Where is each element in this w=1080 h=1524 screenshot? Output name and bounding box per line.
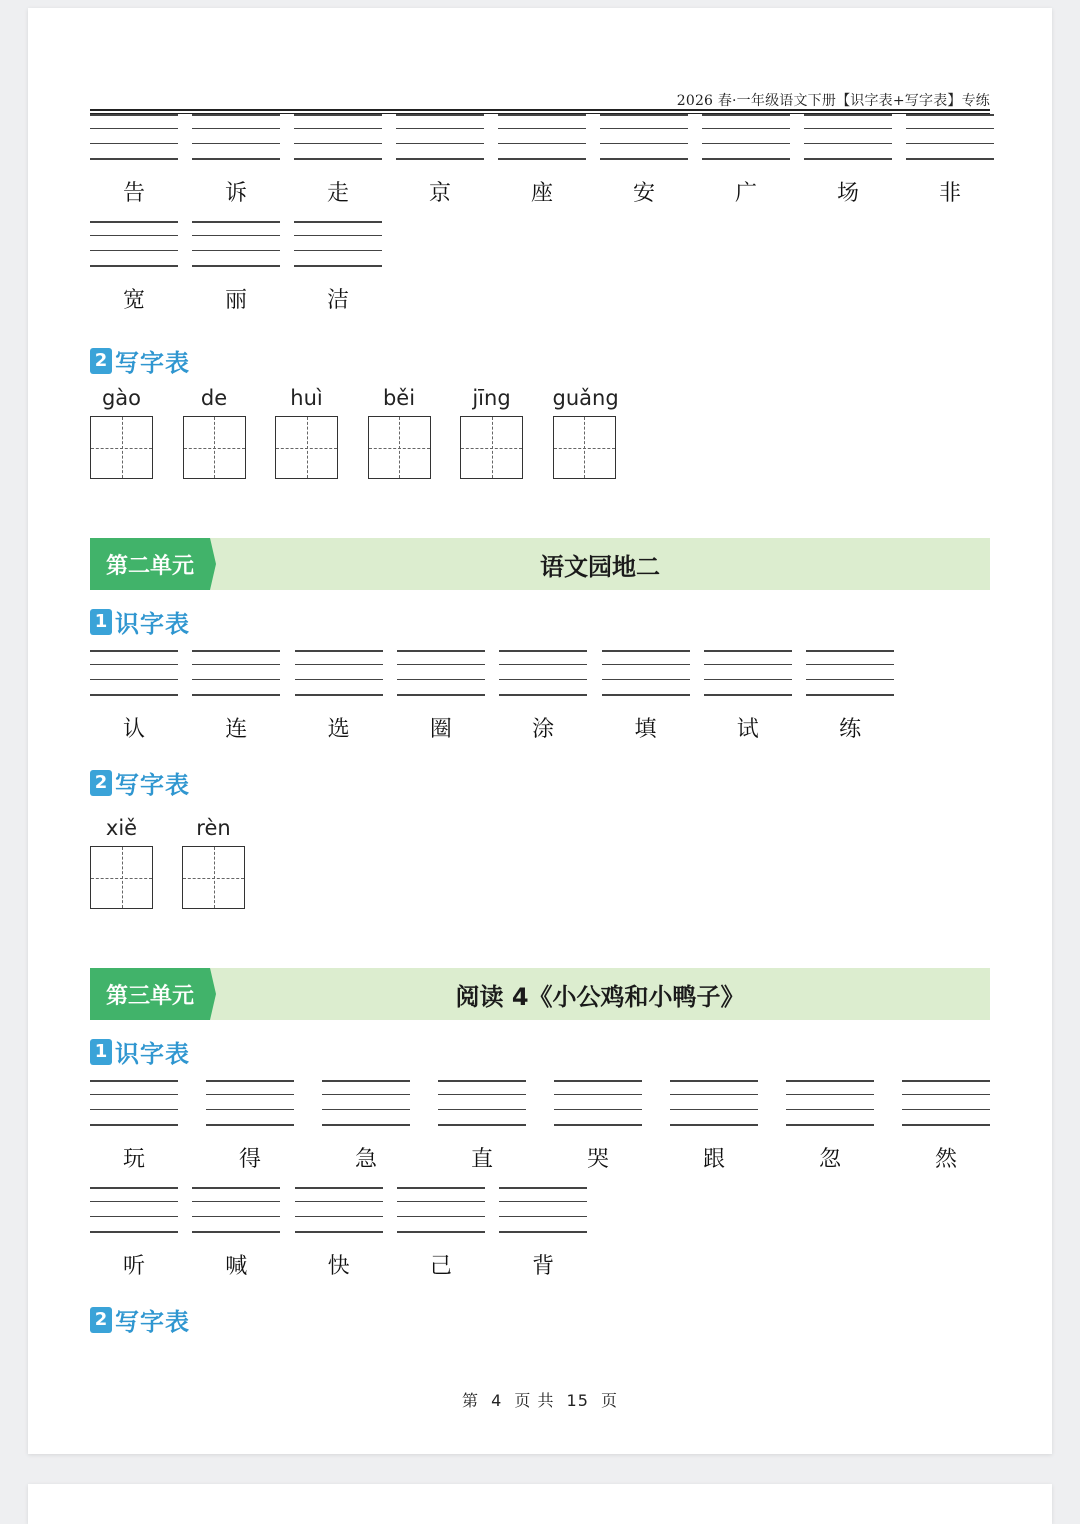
section-label: 识字表: [115, 1040, 190, 1068]
pinyin-label: xiě: [105, 816, 138, 840]
next-page-edge: [28, 1484, 1052, 1524]
shizi-character: 快: [327, 1254, 350, 1279]
shizi-character: 哭: [586, 1147, 609, 1172]
unit-title: 语文园地二: [540, 552, 660, 581]
shizi-character: 告: [122, 181, 145, 206]
section-number-badge: 1: [90, 609, 112, 635]
tianzige-writing-box[interactable]: [182, 846, 245, 909]
pinyin-writing-lines: [499, 1187, 587, 1233]
pinyin-writing-lines: [90, 1187, 178, 1233]
pinyin-writing-lines: [192, 114, 280, 160]
pinyin-writing-lines: [786, 1080, 874, 1126]
pinyin-label: gào: [101, 386, 142, 410]
pinyin-writing-lines: [295, 650, 383, 696]
pinyin-writing-lines: [702, 114, 790, 160]
shizi-character: 丽: [224, 288, 247, 313]
pinyin-writing-lines: [554, 1080, 642, 1126]
write-table-heading: [90, 1302, 190, 1337]
pinyin-writing-lines: [294, 221, 382, 267]
pinyin-writing-lines: [90, 114, 178, 160]
shizi-character: 急: [354, 1147, 377, 1172]
tianzige-guide-vertical: [584, 417, 585, 478]
pinyin-writing-lines: [804, 114, 892, 160]
pinyin-writing-lines: [322, 1080, 410, 1126]
section-label: 写字表: [115, 349, 190, 377]
pinyin-writing-lines: [90, 221, 178, 267]
shizi-character: 玩: [122, 1147, 145, 1172]
page-footer: [28, 1388, 1052, 1411]
tianzige-guide-vertical: [492, 417, 493, 478]
pinyin-writing-lines: [295, 1187, 383, 1233]
tianzige-writing-box[interactable]: [90, 416, 153, 479]
pinyin-label: de: [200, 386, 228, 410]
pinyin-writing-lines: [192, 650, 280, 696]
pinyin-writing-lines: [499, 650, 587, 696]
section-label: 识字表: [115, 610, 190, 638]
pinyin-writing-lines: [192, 1187, 280, 1233]
tianzige-writing-box[interactable]: [368, 416, 431, 479]
shizi-character: 跟: [702, 1147, 725, 1172]
pinyin-writing-lines: [498, 114, 586, 160]
tianzige-writing-box[interactable]: [90, 846, 153, 909]
pinyin-label: huì: [290, 386, 323, 410]
section-label: 写字表: [115, 1308, 190, 1336]
shizi-character: 喊: [225, 1254, 248, 1279]
shizi-character: 京: [428, 181, 451, 206]
section-number-badge: 2: [90, 770, 112, 796]
pinyin-writing-lines: [192, 221, 280, 267]
header-rule: [90, 109, 990, 111]
shizi-character: 试: [736, 717, 759, 742]
pinyin-writing-lines: [906, 114, 994, 160]
shizi-character: 填: [634, 717, 657, 742]
page-header-title: 2026 春·一年级语文下册【识字表+写字表】专练: [676, 93, 990, 109]
tianzige-writing-box[interactable]: [553, 416, 616, 479]
tianzige-writing-box[interactable]: [183, 416, 246, 479]
pinyin-label: jīng: [472, 386, 511, 410]
footer-page-number: 4: [491, 1391, 503, 1410]
shizi-character: 安: [632, 181, 655, 206]
pinyin-writing-lines: [294, 114, 382, 160]
pinyin-label: rèn: [196, 816, 231, 840]
pinyin-label: běi: [382, 386, 416, 410]
shizi-character: 认: [122, 717, 145, 742]
shizi-character: 走: [326, 181, 349, 206]
section-number-badge: 2: [90, 348, 112, 374]
unit-tag: 第三单元: [90, 968, 210, 1020]
shizi-character: 听: [122, 1254, 145, 1279]
shizi-character: 座: [530, 181, 553, 206]
shizi-character: 非: [938, 181, 961, 206]
shizi-character: 选: [327, 717, 350, 742]
pinyin-writing-lines: [704, 650, 792, 696]
tianzige-guide-vertical: [399, 417, 400, 478]
shizi-character: 练: [839, 717, 862, 742]
shizi-character: 广: [734, 181, 757, 206]
tianzige-writing-box[interactable]: [275, 416, 338, 479]
read-table-heading: [90, 604, 190, 639]
unit-banner: [90, 538, 990, 590]
shizi-character: 忽: [818, 1147, 841, 1172]
pinyin-writing-lines: [206, 1080, 294, 1126]
pinyin-writing-lines: [90, 650, 178, 696]
section-label: 写字表: [115, 771, 190, 799]
pinyin-writing-lines: [438, 1080, 526, 1126]
tianzige-guide-vertical: [307, 417, 308, 478]
shizi-character: 场: [836, 181, 859, 206]
pinyin-writing-lines: [602, 650, 690, 696]
pinyin-writing-lines: [600, 114, 688, 160]
pinyin-writing-lines: [397, 1187, 485, 1233]
shizi-character: 诉: [224, 181, 247, 206]
section-number-badge: 2: [90, 1307, 112, 1333]
shizi-character: 得: [238, 1147, 261, 1172]
tianzige-guide-vertical: [122, 847, 123, 908]
section-number-badge: 1: [90, 1039, 112, 1065]
footer-prefix: 第: [461, 1391, 479, 1410]
tianzige-guide-vertical: [214, 847, 215, 908]
unit-title: 阅读 4《小公鸡和小鸭子》: [455, 982, 745, 1011]
tianzige-guide-vertical: [214, 417, 215, 478]
pinyin-writing-lines: [670, 1080, 758, 1126]
shizi-character: 然: [934, 1147, 957, 1172]
shizi-character: 涂: [532, 717, 555, 742]
pinyin-writing-lines: [806, 650, 894, 696]
tianzige-writing-box[interactable]: [460, 416, 523, 479]
shizi-character: 连: [225, 717, 248, 742]
shizi-character: 圈: [429, 717, 452, 742]
read-table-heading: [90, 1034, 190, 1069]
shizi-character: 宽: [122, 288, 145, 313]
shizi-character: 背: [532, 1254, 555, 1279]
write-table-heading: [90, 343, 190, 378]
shizi-character: 直: [470, 1147, 493, 1172]
footer-mid: 页 共: [514, 1391, 555, 1410]
write-table-heading: [90, 765, 190, 800]
worksheet-page: [28, 8, 1052, 1454]
pinyin-writing-lines: [90, 1080, 178, 1126]
pinyin-writing-lines: [396, 114, 484, 160]
unit-tag: 第二单元: [90, 538, 210, 590]
pinyin-writing-lines: [902, 1080, 990, 1126]
unit-banner: [90, 968, 990, 1020]
tianzige-guide-vertical: [122, 417, 123, 478]
footer-suffix: 页: [601, 1391, 619, 1410]
shizi-character: 己: [429, 1254, 452, 1279]
footer-total-pages: 15: [566, 1391, 589, 1410]
pinyin-writing-lines: [397, 650, 485, 696]
pinyin-label: guǎng: [552, 386, 619, 410]
shizi-character: 洁: [326, 288, 349, 313]
